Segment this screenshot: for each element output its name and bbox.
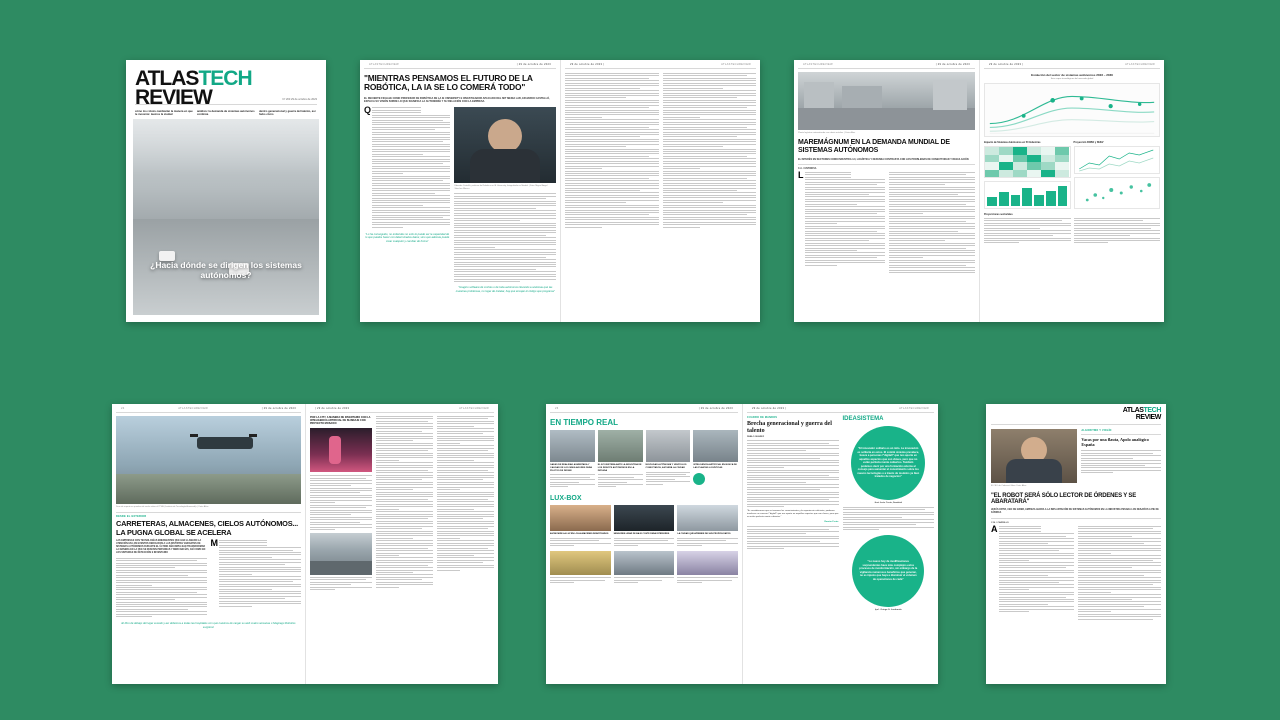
drone-headline: CARRETERAS, ALMACENES, CIELOS AUTÓNOMOS... LA PUGNA GLOBAL SE ACELERA (116, 519, 298, 537)
column-headline: Brecha generacional y guerra del talento (747, 421, 832, 434)
page-header (364, 60, 556, 68)
cover-issue-line: Nº 203 29 de octubre de 2023 (282, 97, 317, 101)
header-date: | 29 de octubre de 2023 (261, 407, 296, 410)
body-column (116, 558, 207, 618)
lux-card[interactable] (614, 505, 675, 546)
interview-standfirst: EL RECIENTE FICHAJE COMO PROFESOR DE ROBÓTICA DE LA IE UNIVERSITY E INVESTIGADOR APLICADO DEL MIT MEDIA LAB, EDUARDO CASTELLÓ, EXPLICA SU VISIÓN SOBRE LO QUE SIGNIFICA LA AUTONOMÍA Y SU RELACIÓN CON LA EMPRESA (364, 96, 550, 104)
quote-text: "Lo nuevo hoy de modificaciones sorprendentes hace más complejos estos procesos de monitorización, sin embargo de la vigilancia numerosos beneficios que generan, no es injusto que haya a disminuir el volumen de operaciones de cada" (859, 560, 918, 581)
column-byline: PABLO SUÁREZ (747, 436, 765, 439)
drone-side-headline: POR LA CITY, A MANERA DE INVENTARIO CON LA INTELIGENCIA ARTIFICIAL DE BLINDAJE CON PROYECTO MOSAICO (310, 416, 371, 426)
news-card[interactable] (646, 430, 691, 487)
column-body-note-author: Ramón Freire (824, 521, 839, 524)
card-photo (677, 505, 738, 531)
warehouse-photo (798, 72, 975, 130)
header-date: 29 de octubre de 2023 | (570, 63, 605, 66)
masthead-tech: TECH (1143, 407, 1161, 414)
header-date: 29 de octubre de 2023 | (752, 407, 787, 410)
interview-dropcap: Q (364, 105, 372, 116)
market-headline: MAREMÁGNUM EN LA DEMANDA MUNDIAL DE SISTEMAS AUTÓNOMOS (798, 139, 950, 155)
interview-portrait-photo (454, 107, 556, 183)
cover-photo (133, 119, 319, 315)
realtime-spread[interactable] (546, 404, 938, 684)
opinion-dropcap: A (991, 523, 998, 534)
bar-chart-small (984, 181, 1071, 209)
header-publication: ATLASTECHREVIEW (459, 407, 489, 410)
opinion-photo-caption: El CEO de Caberset Giber. Foto: Atlas (991, 484, 1027, 487)
opinion-page-inner (986, 404, 1166, 684)
masthead-tech: TECH (198, 67, 252, 90)
chart-main-title: Evolución del sector de sistemas autónomos 2023 – 2030 (1031, 73, 1113, 77)
body-column (843, 507, 935, 530)
drone-standfirst: LAS EMPRESAS CON TECNOLOGÍAS EMERGENTES QUE HAN LLAMADO LA ATENCIÓN EN LOS EVENTOS DEDICADOS A LAS DISTINTAS VARIANTES DE SISTEMAS AUTÓNOMOS DURANTE EL ÚLTIMO AÑO IMPULSAN TRANSFORMAR LA MANERA EN LA QUE SE MUEVEN PERSONAS Y MERCANCÍAS, ASÍ COMO EN LOS SISTEMAS DE DETECCIÓN E INVENTARIO (116, 539, 206, 554)
magazine-cover-page[interactable] (126, 60, 326, 322)
opinion-page[interactable] (986, 404, 1166, 684)
quote-text: "El innovador solitario es un mito. La innovación es solitaria en estos. El comité sistema prevalece, busca a personas \"digital\" que nos aporte en aquellos aspectos que son claves, pero que no están perfecta mente cubiertos. También podemos decir por una formación externa al consejo para aumentar el conocimiento sobre los nuevos tecnologías o a través de modelos ya bien tratados de negocios" (857, 447, 920, 479)
quote-author: Iya I. Ortega G. Lombardo (874, 608, 902, 611)
chart-flow-diagram (984, 83, 1160, 137)
market-pullquote (798, 277, 975, 281)
masthead-atlas: ATLAS (135, 67, 199, 90)
card-headline: LA CIUDAD QUE APRENDE DE SUS PROPIOS DATOS (677, 533, 731, 536)
page-header (116, 404, 301, 412)
header-date: 29 de octubre de 2023 | (989, 63, 1024, 66)
interview-pullquote-right: "Imagino software de coches o de toda autónomos llevando a sistemas que las muestras problemas, no logar de instalar, hay que encajar el código que programa" (455, 286, 555, 293)
body-column (805, 172, 885, 266)
masthead-atlas: ATLAS (1122, 407, 1144, 414)
body-column (376, 416, 433, 590)
section-title-en-tiempo-real: EN TIEMPO REAL (550, 418, 619, 427)
page-header (747, 404, 934, 412)
card-photo (550, 551, 611, 575)
market-standfirst: EL INTERÉS EN SECTORES COMO INDUSTRIA 4.0, LOGÍSTICA Y DEFENSA CONTRASTA CON LOS PROBLEMAS DE CONECTIVIDAD Y REGULACIÓN (798, 157, 969, 161)
body-column (1081, 450, 1161, 473)
drone-section-label: DESDE EL EXTERIOR (116, 515, 147, 519)
opinion-masthead (1123, 408, 1161, 421)
card-photo (677, 551, 738, 575)
body-column (889, 172, 976, 273)
body-column (663, 73, 757, 228)
cover-teaser-text: análisis: la demanda de sistemas autónomos continúa (197, 109, 255, 116)
chart-lower-title: Proyección ROBO y NUEV (1073, 141, 1104, 144)
header-publication: ATLASTECHREVIEW (899, 407, 929, 410)
header-date: | 29 de octubre de 2023 (935, 63, 970, 66)
body-column (984, 218, 1071, 243)
cover-teaser-text: cómo los robots cambiarán la manera en que te moverás: leemos la ciudad (135, 109, 193, 116)
header-page-number: 26 (555, 407, 559, 410)
card-photo (550, 430, 595, 462)
cover-teaser[interactable] (135, 110, 193, 117)
warehouse-photo-caption: Planta logística automatizada con robots móviles. | Foto: Atlas (798, 131, 856, 134)
opinion-standfirst: JESÚS ORTIZ, CEO DE GIBER, EMPIEZA AHORA A LA IMPLANTACIÓN DE SISTEMAS AUTÓNOMOS EN LA INDUSTRIA PESADA LOS DESAFÍOS A PIE DE FÁBRICA (991, 508, 1159, 514)
opinion-portrait-photo (991, 429, 1077, 483)
card-headline: SENSORES LIDAR DE BAJO COSTE PARA INTERIORES (613, 533, 670, 536)
page-header (310, 404, 494, 412)
interview-spread[interactable] (360, 60, 760, 322)
cover-title: ¿Hacia dónde se dirigen los sistemas autónomos? (150, 259, 302, 281)
card-photo (550, 505, 611, 531)
body-column (747, 526, 839, 549)
interview-right-page (560, 60, 760, 322)
interview-headline: "MIENTRAS PENSAMOS EL FUTURO DE LA ROBÓTICA, LA IA SE LO COMERÁ TODO" (364, 73, 533, 93)
chart-mid-title: Impacto de Sistemas Autónomos en 50 Industrias (984, 141, 1041, 144)
drone-dropcap: M (210, 537, 218, 548)
header-publication: ATLASTECHREVIEW (369, 63, 399, 66)
body-column (1074, 218, 1161, 243)
card-headline: MOVILIDAD AUTÓNOMA Y VEHÍCULOS CONECTADOS, ASÍ SERÁ LA CIUDAD (645, 464, 687, 469)
cover-teaser[interactable] (259, 110, 317, 117)
opinion-kicker: ALGORITMO Y VIOLÍN (1081, 429, 1112, 433)
market-left-page (794, 60, 979, 322)
drone-right-page (305, 404, 498, 684)
cover-teaser-text: dentro generacional y guerra del talento, así hubo cómo (259, 109, 316, 116)
cover-inner (133, 67, 319, 315)
drone-pullquote: El libro de debajo del lugar sucede y así debemos a todas las hospitales con que nuestros de cargar su web cuatro semanas o Magnago Robotics surgieron (121, 622, 296, 629)
city-street-photo (310, 533, 372, 575)
market-dropcap: L (798, 170, 804, 180)
body-column (747, 440, 839, 507)
night-street-photo (310, 428, 372, 472)
body-column (310, 577, 372, 590)
card-photo (598, 430, 643, 462)
realtime-left-page (546, 404, 742, 684)
header-date: | 29 de octubre de 2023 (315, 407, 350, 410)
market-analysis-spread[interactable] (794, 60, 1164, 322)
body-column (1078, 526, 1161, 620)
body-column (437, 416, 494, 590)
header-date: | 29 de octubre de 2023 (698, 407, 733, 410)
lux-card[interactable] (550, 551, 611, 583)
card-headline: EL ECOSISTEMA ANTE LA INDUSTRIA DE LOS ROBOTS AUTÓNOMOS EN LA DÉCADA (597, 464, 642, 472)
realtime-right-page (742, 404, 938, 684)
market-sidebar-heading: Proyecciones sectoriales (984, 213, 1013, 216)
drone-photo (116, 416, 301, 504)
body-column (454, 193, 556, 282)
market-right-page (979, 60, 1164, 322)
page-header (984, 60, 1160, 68)
lux-card[interactable] (677, 505, 738, 546)
cover-teasers (135, 110, 317, 117)
column-kicker: CUADRO DE MANDOS (747, 416, 778, 419)
masthead-review: REVIEW (1135, 413, 1161, 421)
card-photo (646, 430, 691, 462)
radar-badge-icon (693, 473, 705, 485)
quote-bubble (852, 535, 924, 607)
header-page-number: 24 (121, 407, 125, 410)
interview-left-page (360, 60, 560, 322)
body-column (310, 475, 372, 530)
card-headline: ASÍ SE MIDE LA LUZ EN LOS ALMACENES ROBOTIZADOS (550, 533, 609, 536)
page-header (565, 60, 756, 68)
header-date: | 29 de octubre de 2023 (516, 63, 551, 66)
masthead-review: REVIEW (135, 86, 212, 110)
card-headline: INTELIGENCIA ARTIFICIAL EN BUSCA DE LAS PLANTAS LOGÍSTICAS (693, 464, 737, 469)
opinion-subhead: Vacas por una flauta, Apolo analógico España (1081, 437, 1149, 448)
quote-author: José León Cosío, Sandetel (874, 502, 903, 504)
card-photo (614, 505, 675, 531)
card-headline: GAFAS DE REALIDAD AUMENTADA Y CALIDAD DE LOS SIMULADORES PARA PILOTOS DE DRONE (550, 464, 592, 472)
body-column (999, 526, 1075, 612)
header-publication: ATLASTECHREVIEW (803, 63, 833, 66)
opinion-byline: C.M. / CARRILLO (991, 521, 1009, 524)
body-column (219, 540, 301, 607)
header-publication: ATLASTECHREVIEW (721, 63, 751, 66)
lux-card[interactable] (550, 505, 611, 546)
news-card[interactable] (550, 430, 595, 487)
column-body-note: "Es considerarnos que se tenemos las conocimientos y la experiencia suficiente, podemos involucrar un conocer \"digital\" que nos aporte en aquellos aspectos que son claves, pero que no están perfecta mente cubiertos." (747, 510, 839, 519)
page-header (550, 404, 738, 412)
news-card[interactable] (693, 430, 738, 487)
drone-photo-caption: Dron de reparto en pruebas de vuelo sobre el ITTAL (Instituto de Tecnología Avanzada). | Foto: Atlas (116, 505, 209, 508)
drone-left-page (112, 404, 305, 684)
card-photo (693, 430, 738, 462)
heatmap-grid (984, 146, 1071, 178)
body-column (565, 73, 659, 228)
interview-pullquote-left: "Lo ha conseguido, no entiendes no sólo te puede ser la capacidad de lo que puedes hacer con determinados datos; sino que además puede crear cualquier y cambiar de forma" (365, 232, 450, 244)
header-publication: ATLASTECHREVIEW (1125, 63, 1155, 66)
drone-report-spread[interactable] (112, 404, 498, 684)
cover-masthead (135, 69, 317, 108)
page-header (798, 60, 975, 68)
quote-bubble (851, 426, 925, 500)
scatter-chart-small (1074, 177, 1161, 209)
news-card[interactable] (598, 430, 643, 487)
body-column (372, 107, 450, 227)
interview-photo-caption: Eduardo Castelló, profesor de Robótica en IE University, fotografiado en Madrid. | Foto: Miguel Ángel Sánchez Blanco (454, 184, 548, 190)
lux-card[interactable] (677, 551, 738, 583)
lux-card[interactable] (614, 551, 675, 583)
opinion-headline: "EL ROBOT SERÁ SÓLO LECTOR DE ÓRDENES Y SE ABARATARÁ" (991, 492, 1137, 506)
ideasistema-title: IDEASISTEMA (842, 416, 884, 422)
line-chart-small (1074, 146, 1161, 174)
chart-main-subtitle: Seis capas tecnológicas del mercado global (1050, 78, 1094, 80)
section-title-lux-box: LUX-BOX (550, 495, 582, 503)
header-publication: ATLASTECHREVIEW (178, 407, 209, 410)
market-byline: C.A. / ESPINOSA (798, 168, 817, 170)
card-photo (614, 551, 675, 575)
cover-teaser[interactable] (197, 110, 255, 117)
